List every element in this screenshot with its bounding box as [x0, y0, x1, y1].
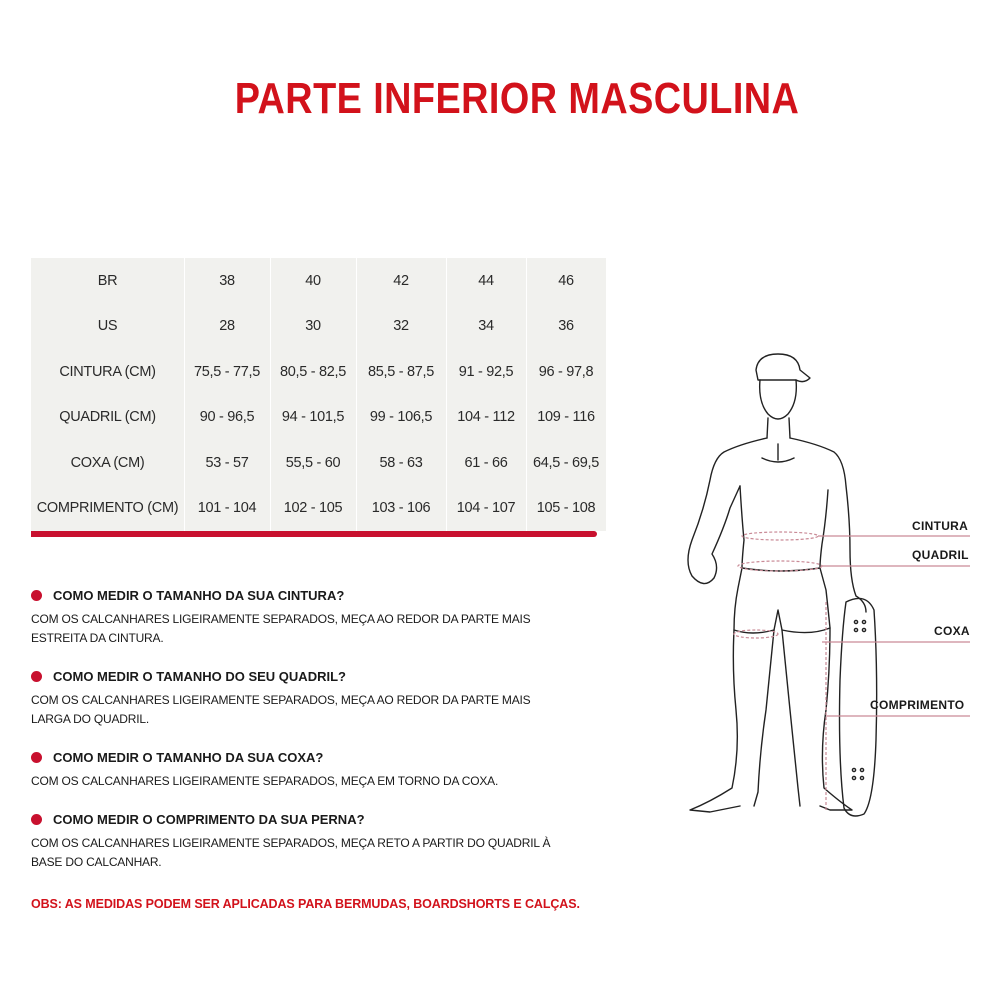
size-table [31, 258, 606, 531]
column-divider [270, 258, 271, 531]
table-row [31, 349, 606, 395]
table-cell: 64,5 - 69,5 [532, 454, 600, 471]
table-row [31, 258, 606, 304]
label-cintura: CINTURA [912, 519, 969, 533]
table-cell: 61 - 66 [464, 454, 508, 471]
table-cell: 42 [393, 272, 409, 289]
table-row [31, 486, 606, 532]
row-label: COXA (CM) [70, 454, 145, 471]
column-divider [526, 258, 527, 531]
bullet-icon [31, 814, 42, 825]
table-cell: 55,5 - 60 [285, 454, 341, 471]
table-cell: 36 [558, 318, 574, 335]
table-cell: 30 [305, 318, 321, 335]
body-measurement-figure [670, 340, 980, 830]
table-row [31, 440, 606, 486]
shorts-icon [734, 568, 830, 633]
faq-question [31, 667, 571, 685]
table-cell: 94 - 101,5 [281, 409, 345, 426]
faq-question [31, 810, 571, 828]
waist-guide [742, 532, 818, 540]
faq-question [31, 748, 571, 766]
table-cell: 40 [305, 272, 321, 289]
size-table-grid [31, 258, 606, 531]
table-cell: 53 - 57 [205, 454, 249, 471]
table-cell: 90 - 96,5 [199, 409, 255, 426]
column-divider [356, 258, 357, 531]
row-label: CINTURA (CM) [59, 363, 156, 380]
faq-answer: COM OS CALCANHARES LIGEIRAMENTE SEPARADOS, MEÇA EM TORNO DA COXA. [31, 774, 499, 788]
table-cell: 46 [558, 272, 574, 289]
table-cell: 96 - 97,8 [538, 363, 594, 380]
table-cell: 58 - 63 [379, 454, 423, 471]
table-cell: 85,5 - 87,5 [367, 363, 435, 380]
page-title: PARTE INFERIOR MASCULINA [234, 74, 800, 123]
label-quadril: QUADRIL [912, 548, 969, 562]
table-cell: 44 [478, 272, 494, 289]
observation-note: OBS: AS MEDIDAS PODEM SER APLICADAS PARA BERMUDAS, BOARDSHORTS E CALÇAS. [31, 897, 580, 911]
table-cell: 91 - 92,5 [458, 363, 514, 380]
table-cell: 104 - 107 [456, 500, 516, 517]
head-icon [760, 380, 797, 419]
table-accent-bar [31, 531, 597, 537]
table-row [31, 395, 606, 441]
faq-hip [31, 667, 571, 729]
faq-answer: COM OS CALCANHARES LIGEIRAMENTE SEPARADOS, MEÇA RETO A PARTIR DO QUADRIL À BASE DO CALCANHAR. [31, 836, 551, 869]
faq-question-text: COMO MEDIR O COMPRIMENTO DA SUA PERNA? [53, 811, 365, 827]
table-cell: 75,5 - 77,5 [193, 363, 261, 380]
table-cell: 104 - 112 [457, 409, 515, 426]
faq-answer: COM OS CALCANHARES LIGEIRAMENTE SEPARADOS, MEÇA AO REDOR DA PARTE MAIS ESTREITA DA CINTURA. [31, 612, 531, 645]
faq-answer: COM OS CALCANHARES LIGEIRAMENTE SEPARADOS, MEÇA AO REDOR DA PARTE MAIS LARGA DO QUADRIL. [31, 693, 531, 726]
label-coxa: COXA [934, 624, 970, 638]
table-cell: 109 - 116 [537, 409, 595, 426]
bullet-icon [31, 671, 42, 682]
row-label: COMPRIMENTO (CM) [36, 500, 179, 517]
table-cell: 102 - 105 [283, 500, 343, 517]
column-divider [446, 258, 447, 531]
faq-question [31, 586, 571, 604]
faq-question-text: COMO MEDIR O TAMANHO DA SUA CINTURA? [53, 587, 345, 603]
bullet-icon [31, 590, 42, 601]
table-cell: 32 [393, 318, 409, 335]
table-row [31, 304, 606, 350]
table-cell: 99 - 106,5 [369, 409, 433, 426]
faq-question-text: COMO MEDIR O TAMANHO DO SEU QUADRIL? [53, 668, 346, 684]
table-cell: 103 - 106 [371, 500, 431, 517]
row-label: BR [97, 272, 118, 289]
faq-waist [31, 586, 571, 648]
table-cell: 105 - 108 [536, 500, 596, 517]
table-cell: 28 [219, 318, 235, 335]
table-cell: 34 [478, 318, 494, 335]
table-cell: 38 [219, 272, 235, 289]
row-label: QUADRIL (CM) [59, 409, 156, 426]
table-cell: 101 - 104 [197, 500, 257, 517]
table-cell: 80,5 - 82,5 [279, 363, 347, 380]
row-label: US [97, 318, 118, 335]
column-divider [184, 258, 185, 531]
faq-thigh [31, 748, 571, 791]
faq-question-text: COMO MEDIR O TAMANHO DA SUA COXA? [53, 749, 324, 765]
figure-outline [688, 354, 877, 816]
cap-icon [756, 354, 810, 382]
bullet-icon [31, 752, 42, 763]
faq-length [31, 810, 571, 872]
label-comprimento: COMPRIMENTO [870, 698, 965, 712]
